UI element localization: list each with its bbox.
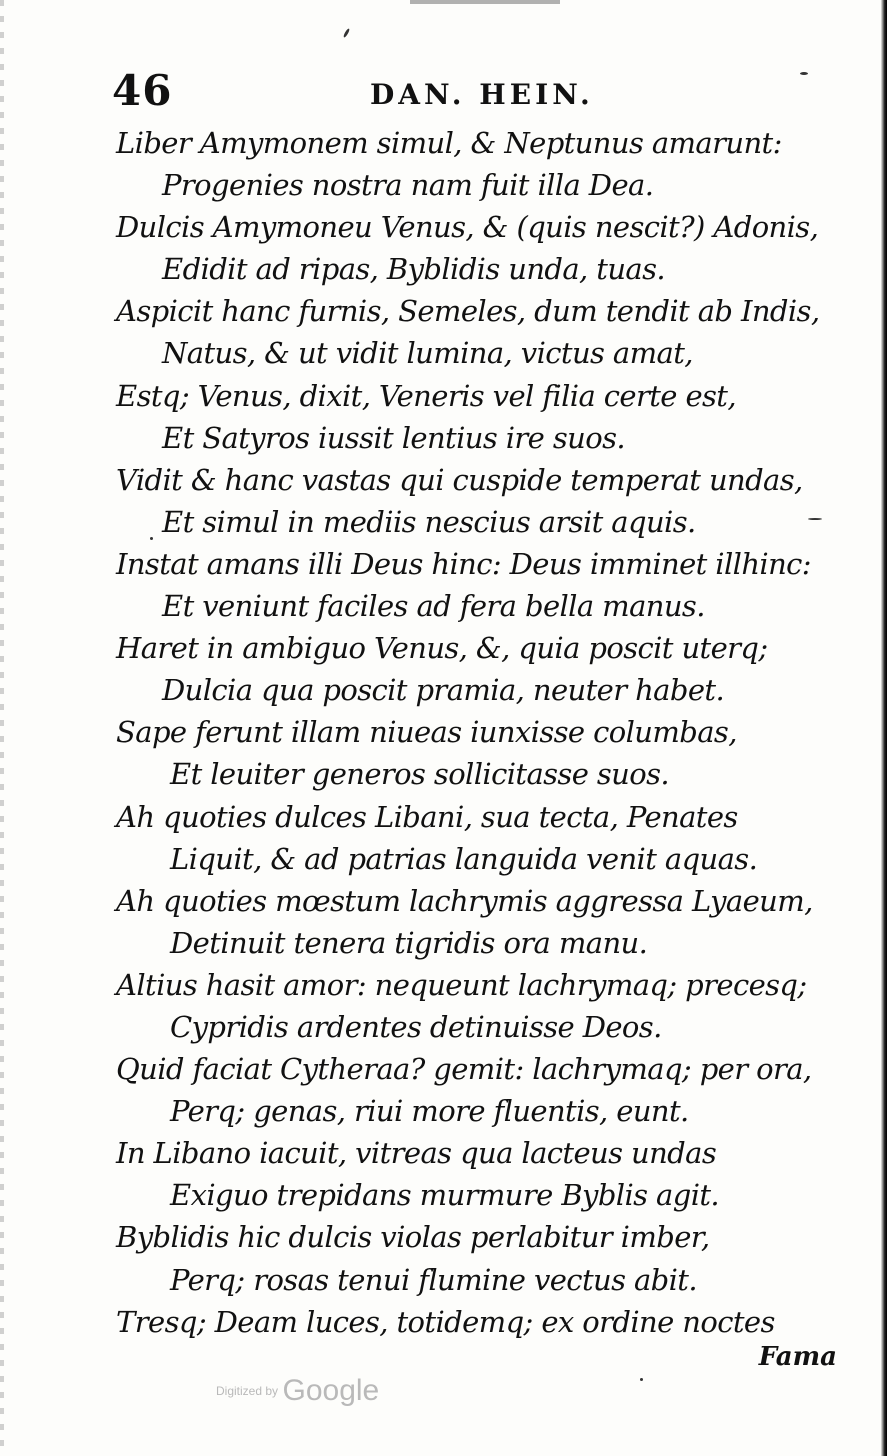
watermark-brand: Google bbox=[282, 1374, 380, 1407]
verse-line-18: Liquit, & ad patrias languida venit aquas. bbox=[170, 841, 758, 876]
watermark-prefix: Digitized by bbox=[216, 1384, 279, 1398]
verse-line-23: Quid faciat Cytheraa? gemit: lachrymaq; per ora, bbox=[116, 1052, 812, 1087]
catchword: Fama bbox=[758, 1342, 837, 1372]
verse-line-19: Ah quoties mœstum lachrymis aggressa Lyaeum, bbox=[116, 883, 813, 918]
verse-line-5: Aspicit hanc furnis, Semeles, dum tendit ab Indis, bbox=[116, 294, 820, 329]
verse-line-28: Perq; rosas tenui flumine vectus abit. bbox=[170, 1262, 697, 1297]
verse-line-4: Edidit ad ripas, Byblidis unda, tuas. bbox=[162, 252, 666, 287]
digitized-watermark bbox=[216, 1374, 379, 1408]
verse-line-27: Byblidis hic dulcis violas perlabitur imber, bbox=[116, 1220, 710, 1255]
verse-line-22: Cypridis ardentes detinuisse Deos. bbox=[170, 1009, 662, 1044]
verse-line-29: Tresq; Deam luces, totidemq; ex ordine noctes bbox=[116, 1304, 775, 1339]
verse-line-8: Et Satyros iussit lentius ire suos. bbox=[162, 420, 625, 455]
verse-line-9: Vidit & hanc vastas qui cuspide temperat undas, bbox=[116, 462, 803, 497]
verse-line-17: Ah quoties dulces Libani, sua tecta, Penates bbox=[116, 799, 738, 834]
verse-line-24: Perq; genas, riui more fluentis, eunt. bbox=[170, 1094, 689, 1129]
page-left-edge bbox=[0, 0, 4, 1456]
top-edge-mark bbox=[410, 0, 560, 4]
page-right-edge bbox=[881, 0, 887, 1456]
page-number: 46 bbox=[112, 66, 173, 115]
verse-line-12: Et veniunt faciles ad fera bella manus. bbox=[162, 589, 705, 624]
page-header bbox=[112, 66, 832, 126]
verse-block bbox=[116, 122, 856, 1343]
verse-line-10: Et simul in mediis nescius arsit aquis. bbox=[162, 504, 696, 539]
verse-line-11: Instat amans illi Deus hinc: Deus imminet illhinc: bbox=[116, 546, 811, 581]
verse-line-20: Detinuit tenera tigridis ora manu. bbox=[170, 925, 648, 960]
running-head: DAN. HEIN. bbox=[370, 78, 594, 111]
verse-line-15: Sape ferunt illam niueas iunxisse columbas, bbox=[116, 715, 737, 750]
ink-speck bbox=[343, 28, 351, 38]
ink-speck bbox=[800, 72, 808, 75]
verse-line-7: Estq; Venus, dixit, Veneris vel filia certe est, bbox=[116, 378, 736, 413]
verse-line-13: Haret in ambiguo Venus, &, quia poscit uterq; bbox=[116, 631, 768, 666]
ink-speck bbox=[640, 1378, 643, 1381]
verse-line-16: Et leuiter generos sollicitasse suos. bbox=[170, 757, 670, 792]
verse-line-21: Altius hasit amor: nequeunt lachrymaq; precesq; bbox=[116, 967, 807, 1002]
verse-line-3: Dulcis Amymoneu Venus, & (quis nescit?) Adonis, bbox=[116, 210, 819, 245]
verse-line-6: Natus, & ut vidit lumina, victus amat, bbox=[162, 336, 693, 371]
verse-line-26: Exiguo trepidans murmure Byblis agit. bbox=[170, 1178, 720, 1213]
ink-speck bbox=[150, 537, 153, 540]
verse-line-25: In Libano iacuit, vitreas qua lacteus undas bbox=[116, 1136, 717, 1171]
ink-speck bbox=[808, 518, 822, 520]
verse-line-14: Dulcia qua poscit pramia, neuter habet. bbox=[162, 673, 725, 708]
verse-line-1: Liber Amymonem simul, & Neptunus amarunt: bbox=[116, 126, 782, 160]
verse-line-2: Progenies nostra nam fuit illa Dea. bbox=[162, 168, 654, 203]
